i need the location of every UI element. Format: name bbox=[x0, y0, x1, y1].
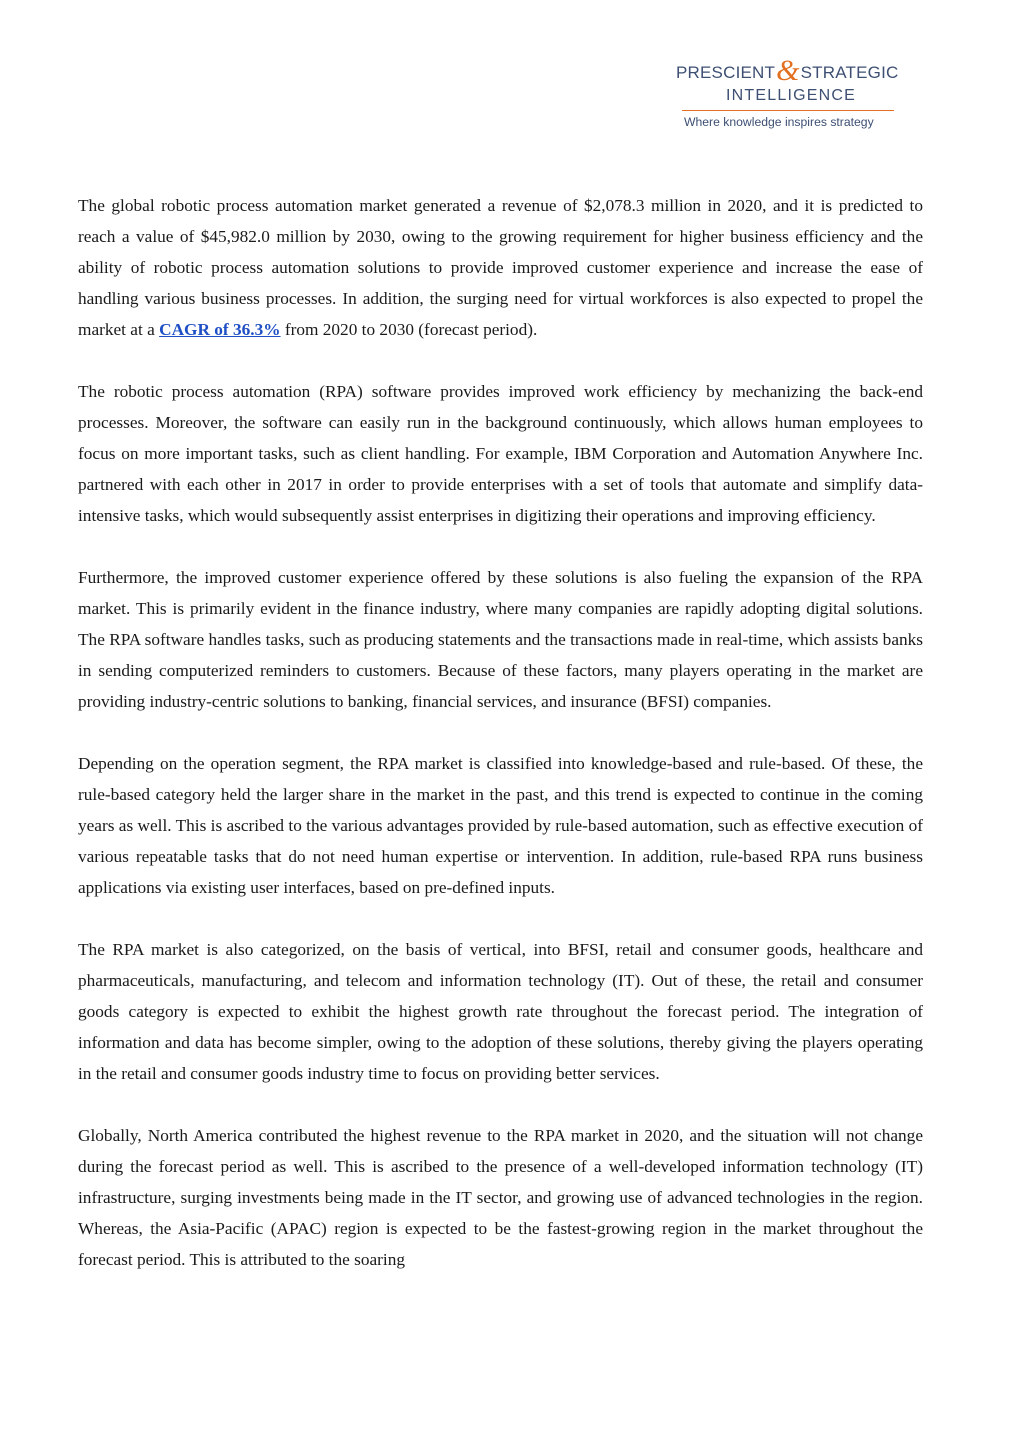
paragraph-rpa-software: The robotic process automation (RPA) software provides improved work efficiency by mechanizing the back-end processes. Moreover, the software can easily run in the background continuously, which allows human employees to focus on more important tasks, such as client handling. For example, IBM Corporation and Automation Anywhere Inc. partnered with each other in 2017 in order to provide enterprises with a set of tools that automate and simplify data-intensive tasks, which would subsequently assist enterprises in digitizing their operations and improving efficiency. bbox=[78, 382, 923, 525]
logo-ampersand: & bbox=[776, 54, 800, 87]
paragraph-regional-analysis: Globally, North America contributed the highest revenue to the RPA market in 2020, and the situation will not change during the forecast period as well. This is ascribed to the presence of a well-developed information technology (IT) infrastructure, surging investments being made in the IT sector, and growing use of advanced technologies in the region. Whereas, the Asia-Pacific (APAC) region is expected to be the fastest-growing region in the market throughout the forecast period. This is attributed to the soaring bbox=[78, 1126, 923, 1269]
paragraph-market-overview bbox=[78, 190, 923, 345]
cagr-link[interactable]: CAGR of 36.3% bbox=[159, 320, 281, 339]
paragraph-vertical-segment: The RPA market is also categorized, on the basis of vertical, into BFSI, retail and consumer goods, healthcare and pharmaceuticals, manufacturing, and telecom and information technology (IT). Out of these, the retail and consumer goods category is expected to exhibit the highest growth rate throughout the forecast period. The integration of information and data has become simpler, owing to the adoption of these solutions, thereby giving the players operating in the retail and consumer goods industry time to focus on providing better services. bbox=[78, 940, 923, 1083]
paragraph-operation-segment: Depending on the operation segment, the RPA market is classified into knowledge-based and rule-based. Of these, the rule-based category held the larger share in the market in the past, and this trend is expected to continue in the coming years as well. This is ascribed to the various advantages provided by rule-based automation, such as effective execution of various repeatable tasks that do not need human expertise or intervention. In addition, rule-based RPA runs business applications via existing user interfaces, based on pre-defined inputs. bbox=[78, 754, 923, 897]
logo-tagline: Where knowledge inspires strategy bbox=[684, 115, 874, 129]
paragraph-customer-experience: Furthermore, the improved customer experience offered by these solutions is also fueling the expansion of the RPA market. This is primarily evident in the finance industry, where many companies are rapidly adopting digital solutions. The RPA software handles tasks, such as producing statements and the transactions made in real-time, which assists banks in sending computerized reminders to customers. Because of these factors, many players operating in the market are providing industry-centric solutions to banking, financial services, and insurance (BFSI) companies. bbox=[78, 568, 923, 711]
document-body bbox=[78, 190, 923, 1306]
logo-word-prescient: PRESCIENT bbox=[676, 63, 776, 82]
company-logo bbox=[676, 54, 902, 130]
logo-title-row bbox=[676, 54, 902, 87]
logo-word-intelligence: INTELLIGENCE bbox=[726, 87, 856, 104]
paragraph-1-text-start: The global robotic process automation market generated a revenue of $2,078.3 million in 2020, and it is predicted to reach a value of $45,982.0 million by 2030, owing to the growing requirement for higher business efficiency and the ability of robotic process automation solutions to provide improved customer experience and increase the ease of handling various business processes. In addition, the surging need for virtual workforces is also expected to propel the market at a bbox=[78, 196, 923, 339]
logo-word-strategic: STRATEGIC bbox=[800, 63, 899, 82]
logo-divider bbox=[682, 110, 894, 111]
paragraph-1-text-end: from 2020 to 2030 (forecast period). bbox=[280, 320, 538, 339]
